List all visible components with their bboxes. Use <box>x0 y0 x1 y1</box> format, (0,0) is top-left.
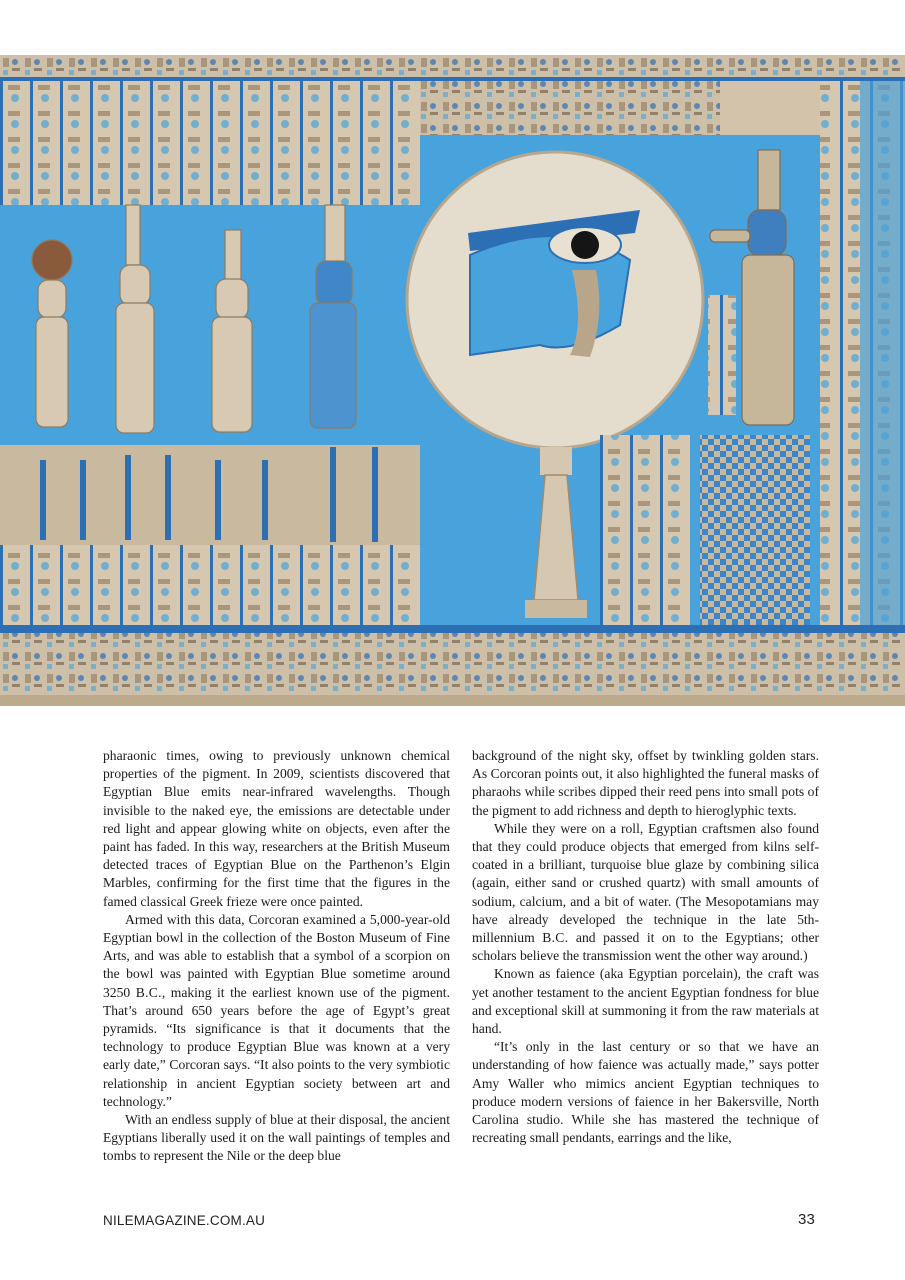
era-abbreviation: B.C. <box>542 930 569 946</box>
paragraph: background of the night sky, offset by twinkling golden stars. As Corcoran points out, it also highlighted the funeral masks of pharaohs while scribes dipped their reed pens into small pots of the pigment to add richness and depth to hieroglyphic texts. <box>472 748 819 818</box>
page-number: 33 <box>798 1211 816 1228</box>
paragraph-text: and passed it on to the Egyptians; other scholars believe the transmission went the other way around.) <box>472 930 820 964</box>
temple-relief-photo <box>0 55 905 706</box>
paragraph-text: , making it the earliest known use of the pigment. That’s around 650 years before the age of Egypt’s great pyramids. “Its significance is that it documents that the technology to produce Egyptian Blue was known at a very early date,” Corcoran says. “It also points to the very symbiotic relationship in ancient Egyptian society between art and technology.” <box>103 984 450 1109</box>
paragraph <box>472 820 819 966</box>
article-column-left <box>103 747 450 1166</box>
paragraph: pharaonic times, owing to previously unknown chemical properties of the pigment. In 2009, scientists discovered that Egyptian Blue emits near-infrared wavelengths. Though invisible to the naked eye, the emissions are detectable under red light and appear glowing white on objects, even after the paint has faded. In this way, researchers at the British Museum detected traces of Egyptian Blue on the Parthenon’s Elgin Marbles, confirming for the first time that the figures in the famed classical Greek frieze were once painted. <box>103 748 450 909</box>
paragraph-text: While they were on a roll, Egyptian craftsmen also found that they could produce objects that emerged from kilns self-coated in a brilliant, turquoise blue glaze by combining silica (again, either sand or crushed quartz) with small amounts of sodium, calcium, and a bit of water. (The Mesopotamians may have already developed the technique in the late 5th-millennium <box>472 820 819 946</box>
paragraph-text: Armed with this data, Corcoran examined a 5,000-year-old Egyptian bowl in the collection of the Boston Museum of Fine Arts, and was able to establish that a symbol of a scorpion on the bowl was painted with Egyptian Blue sometime around 3250 <box>103 911 450 1000</box>
paragraph <box>103 911 450 1111</box>
paragraph: With an endless supply of blue at their disposal, the ancient Egyptians liberally used it on the wall paintings of temples and tombs to represent the Nile or the deep blue <box>103 1112 450 1164</box>
paragraph: Known as faience (aka Egyptian porcelain), the craft was yet another testament to the ancient Egyptian fondness for blue and exceptional skill at summoning it from the raw materials at hand. <box>472 966 819 1037</box>
era-abbreviation: B.C. <box>135 984 162 1000</box>
article-column-right <box>472 747 819 1147</box>
paragraph: “It’s only in the last century or so that we have an understanding of how faience was actually made,” says potter Amy Waller who mimics ancient Egyptian techniques to produce modern versions of faience in her Bakersville, North Carolina studio. While she has mastered the technique of recreating small pendants, earrings and the like, <box>472 1039 819 1146</box>
footer-site-url: NILEMAGAZINE.COM.AU <box>103 1213 266 1228</box>
